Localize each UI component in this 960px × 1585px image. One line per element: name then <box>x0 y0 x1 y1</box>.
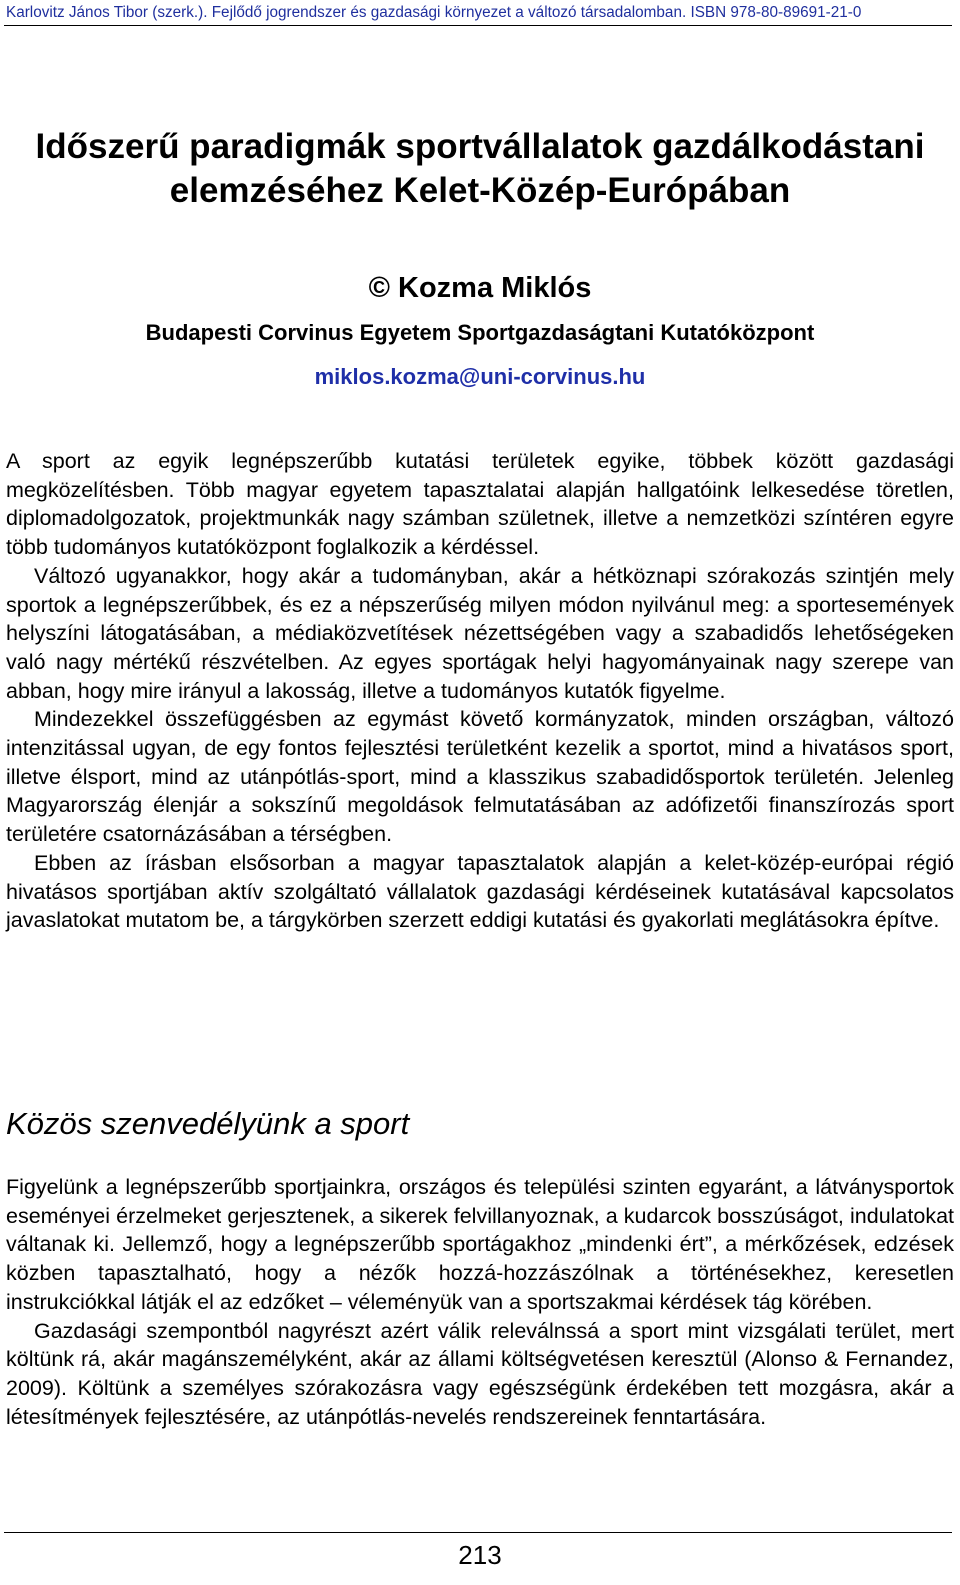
abstract-paragraph: Változó ugyanakkor, hogy akár a tudományban, akár a hétköznapi szórakozás szintjén mely sportok a legnépszerűbbek, és ez a népszerűség milyen módon nyilvánul meg: a sportesemények helyszíni látogatásában, a médiaközvetítések nézettségében vagy a szabadidős lehetőségeken való nagy mértékű részvételben. Az egyes sportágak helyi hagyományainak nagy szerepe van abban, hogy mire irányul a lakosság, illetve a tudományos kutatók figyelme. <box>6 563 954 703</box>
section-body <box>6 1173 954 1431</box>
author: © Kozma Miklós <box>368 272 592 304</box>
header-rule <box>4 25 952 26</box>
abstract-paragraph: Mindezekkel összefüggésben az egymást követő kormányzatok, minden országban, változó intenzitással ugyan, de egy fontos fejlesztési területként kezelik a sportot, mind a hivatásos sport, illetve élsport, mind az utánpótlás-sport, mind a klasszikus szabadidősportok területén. Jelenleg Magyarország élenjár a sokszínű megoldások felmutatásában az adófizetői finanszírozás sport területére csatornázásában a térségben. <box>6 707 954 847</box>
affiliation: Budapesti Corvinus Egyetem Sportgazdaságtani Kutatóközpont <box>145 320 815 345</box>
page-number: 213 <box>458 1540 502 1570</box>
abstract-paragraph: A sport az egyik legnépszerűbb kutatási területek egyike, többek között gazdasági megközelítésben. Több magyar egyetem tapasztalatai alapján hallgatóink lelkesedése töretlen, diplomadolgozatok, projektmunkák nagy számban születnek, illetve a nemzetközi színtéren egyre több tudományos kutatóközpont foglalkozik a kérdéssel. <box>6 449 954 560</box>
section-heading: Közös szenvedélyünk a sport <box>6 1106 410 1141</box>
running-header: Karlovitz János Tibor (szerk.). Fejlődő jogrendszer és gazdasági környezet a változó társadalomban. ISBN 978-80-89691-21-0 <box>6 4 862 21</box>
body-paragraph: Gazdasági szempontból nagyrészt azért válik releválnssá a sport mint vizsgálati terület, mert költünk rá, akár magánszemélyként, akár az állami költségvetésen keresztül (Alonso & Fernandez, 2009). Költünk a személyes szórakozásra vagy egészségünk érdekében tett mozgásra, akár a létesítmények fejlesztésére, az utánpótlás-nevelés rendszereinek fenntartására. <box>6 1318 954 1429</box>
footer-rule <box>4 1532 952 1533</box>
abstract-paragraph: Ebben az írásban elsősorban a magyar tapasztalatok alapján a kelet-közép-európai régió hivatásos sportjában aktív szolgáltató vállalatok gazdasági kérdéseinek kutatásával kapcsolatos javaslatokat mutatom be, a tárgykörben szerzett eddigi kutatási és gyakorlati meglátásokra építve. <box>6 850 954 933</box>
author-email: miklos.kozma@uni-corvinus.hu <box>314 364 646 389</box>
abstract <box>6 447 954 935</box>
body-paragraph: Figyelünk a legnépszerűbb sportjainkra, országos és települési szinten egyaránt, a látványsportok eseményei érzelmeket gerjesztenek, a sikerek felvillanyoznak, a kudarcok bosszúságot, indulatokat váltanak ki. Jellemző, hogy a legnépszerűbb sportágakhoz „mindenki ért”, a mérkőzések, edzések közben tapasztalható, hogy a nézők hozzá-hozzászólnak a történésekhez, keresetlen instrukciókkal látják el az edzőket – véleményük van a sportszakmai kérdések tág körében. <box>6 1175 954 1314</box>
paper-title: Időszerű paradigmák sportvállalatok gazdálkodástani elemzéséhez Kelet-Közép-Európában <box>35 127 925 210</box>
